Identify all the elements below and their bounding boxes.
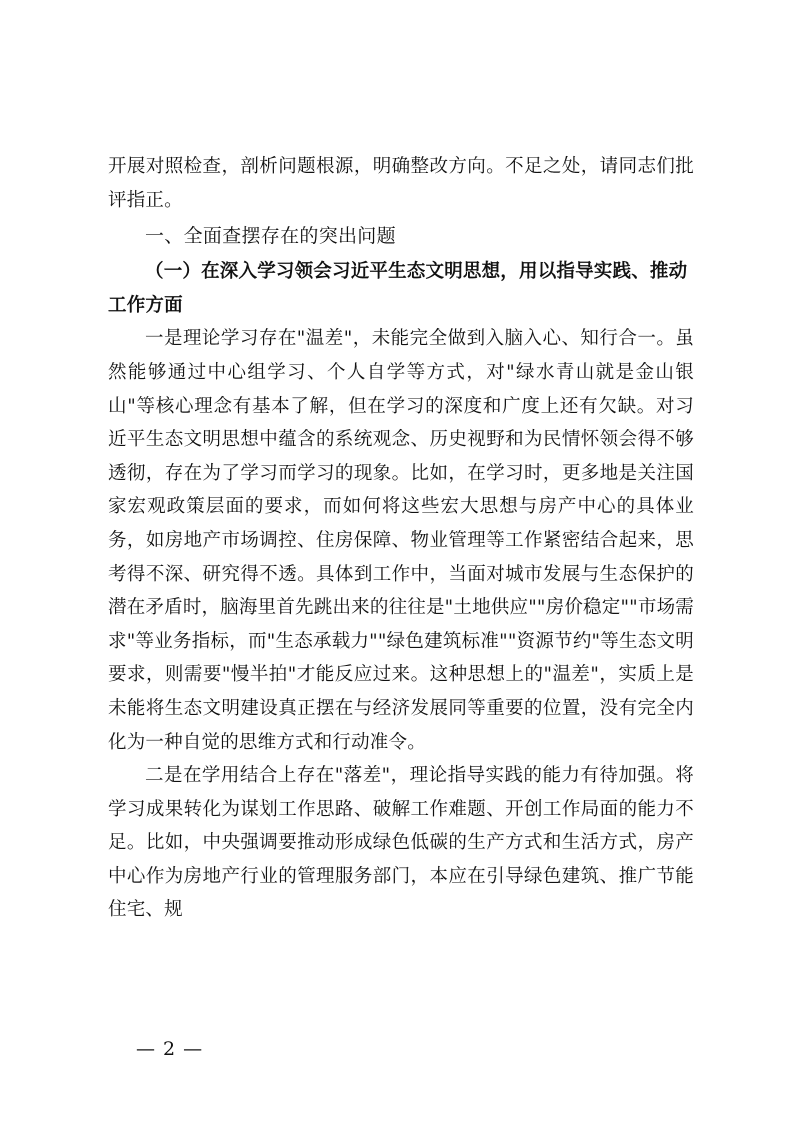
section-heading-1: 一、全面查摆存在的突出问题 [145, 225, 396, 248]
document-body [108, 150, 694, 927]
paragraph-point-two: 二是在学用结合上存在"落差"，理论指导实践的能力有待加强。将学习成果转化为谋划工作思路、破解工作难题、开创工作局面的能力不足。比如，中央强调要推动形成绿色低碳的生产方式和生活方式，房产中心作为房地产行业的管理服务部门，本应在引导绿色建筑、推广节能住宅、规 [108, 765, 694, 921]
paragraph-intro-continuation: 开展对照检查，剖析问题根源，明确整改方向。不足之处，请同志们批评指正。 [108, 156, 694, 211]
subsection-heading-1: （一）在深入学习领会习近平生态文明思想，用以指导实践、推动工作方面 [108, 261, 688, 316]
paragraph-point-one: 一是理论学习存在"温差"，未能完全做到入脑入心、知行合一。虽然能够通过中心组学习、个人自学等方式，对"绿水青山就是金山银山"等核心理念有基本了解，但在学习的深度和广度上还有欠缺。对习近平生态文明思想中蕴含的系统观念、历史视野和为民情怀领会得不够透彻，存在为了学习而学习的现象。比如，在学习时，更多地是关注国家宏观政策层面的要求，而如何将这些宏大思想与房产中心的具体业务，如房地产市场调控、住房保障、物业管理等工作紧密结合起来，思考得不深、研究得不透。具体到工作中，当面对城市发展与生态保护的潜在矛盾时，脑海里首先跳出来的往往是"土地供应""房价稳定""市场需求"等业务指标，而"生态承载力""绿色建筑标准""资源节约"等生态文明要求，则需要"慢半拍"才能反应过来。这种思想上的"温差"，实质上是未能将生态文明建设真正摆在与经济发展同等重要的位置，没有完全内化为一种自觉的思维方式和行动准令。 [108, 328, 694, 753]
page-number: — 2 — [136, 1038, 204, 1060]
